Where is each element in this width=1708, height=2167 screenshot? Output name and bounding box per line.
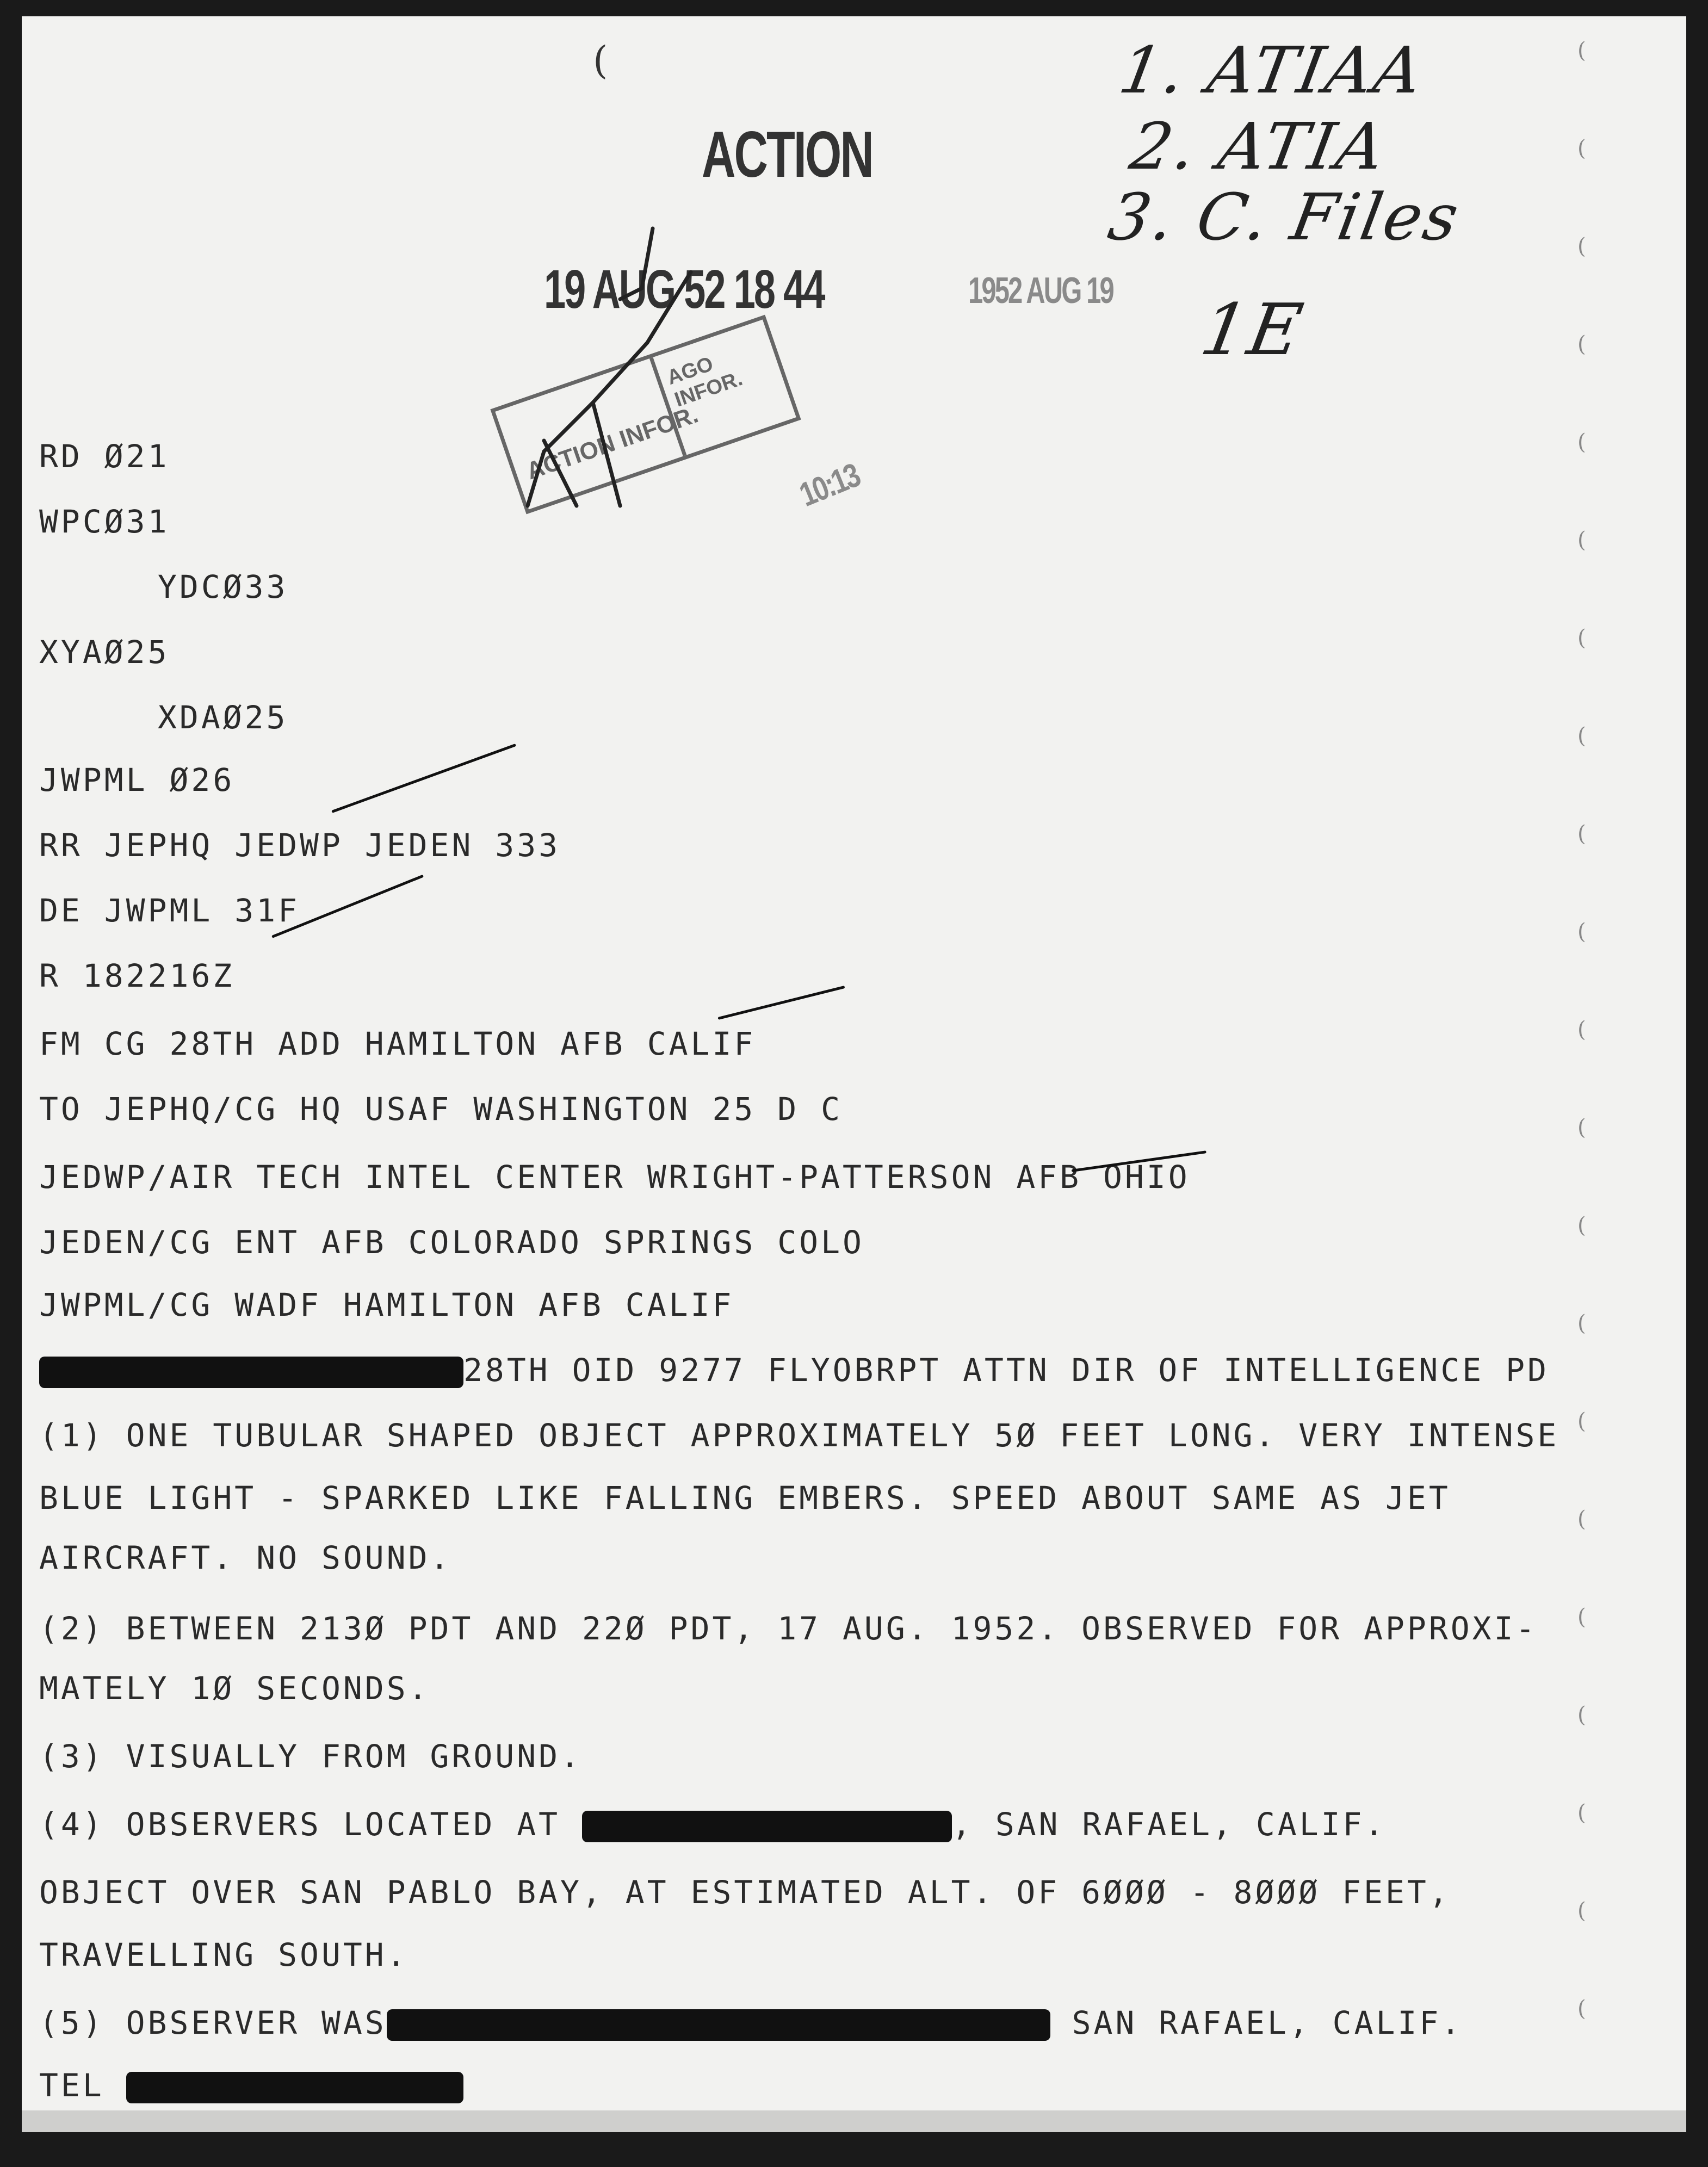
body-line: AIRCRAFT. NO SOUND. bbox=[39, 1539, 452, 1576]
action-stamp: ACTION bbox=[702, 118, 872, 191]
routing-line: YDCØ33 bbox=[158, 568, 288, 605]
punch-mark: ( bbox=[1577, 332, 1586, 357]
subject-text: 28TH OID 9277 FLYOBRPT ATTN DIR OF INTELLIGENCE PD bbox=[463, 1352, 1549, 1389]
pen-scribble bbox=[511, 223, 740, 528]
pen-stroke bbox=[717, 986, 845, 1020]
punch-mark: ( bbox=[1577, 723, 1586, 748]
punch-mark: ( bbox=[1577, 1115, 1586, 1140]
handwritten-note-3: 3. C. Files bbox=[1103, 179, 1466, 255]
punch-mark: ( bbox=[1577, 1996, 1586, 2021]
punch-mark: ( bbox=[1577, 1800, 1586, 1825]
observer-suffix: SAN RAFAEL, CALIF. bbox=[1072, 2004, 1463, 2041]
header-line: R 182216Z bbox=[39, 957, 235, 994]
header-line: JEDEN/CG ENT AFB COLORADO SPRINGS COLO bbox=[39, 1224, 864, 1261]
punch-mark: ( bbox=[1577, 821, 1586, 846]
punch-mark: ( bbox=[1577, 430, 1586, 455]
punch-mark: ( bbox=[1577, 1409, 1586, 1434]
punch-mark: ( bbox=[1577, 1311, 1586, 1336]
header-line: RR JEPHQ JEDWP JEDEN 333 bbox=[39, 827, 561, 864]
body-line: (2) BETWEEN 213Ø PDT AND 22Ø PDT, 17 AUG. 1952. OBSERVED FOR APPROXI- bbox=[39, 1610, 1538, 1647]
observers-suffix: , SAN RAFAEL, CALIF. bbox=[951, 1806, 1387, 1843]
observers-location-line bbox=[39, 1806, 1387, 1843]
body-line: TRAVELLING SOUTH. bbox=[39, 1936, 409, 1973]
date-received-stamp: 19 AUG 52 18 44 bbox=[544, 259, 824, 320]
faint-date-stamp: 1952 AUG 19 bbox=[968, 270, 1113, 311]
page-bottom-edge bbox=[22, 2110, 1686, 2132]
body-line: (1) ONE TUBULAR SHAPED OBJECT APPROXIMATELY 5Ø FEET LONG. VERY INTENSE bbox=[39, 1417, 1560, 1454]
punch-mark: ( bbox=[1577, 1213, 1586, 1238]
subject-line bbox=[39, 1354, 1549, 1388]
header-line: DE JWPML 31F bbox=[39, 892, 300, 929]
punch-mark: ( bbox=[1577, 528, 1586, 553]
body-line: BLUE LIGHT - SPARKED LIKE FALLING EMBERS. SPEED ABOUT SAME AS JET bbox=[39, 1479, 1451, 1516]
teletype-page bbox=[22, 16, 1686, 2132]
redaction-bar bbox=[39, 1357, 463, 1388]
punch-mark: ( bbox=[1577, 1702, 1586, 1728]
body-line: MATELY 1Ø SECONDS. bbox=[39, 1670, 430, 1707]
pen-stroke bbox=[331, 744, 516, 813]
punch-mark: ( bbox=[1577, 1017, 1586, 1042]
routing-line: WPCØ31 bbox=[39, 503, 170, 540]
routing-line: RD Ø21 bbox=[39, 438, 170, 475]
observer-prefix: (5) OBSERVER WAS bbox=[39, 2004, 387, 2041]
punch-mark: ( bbox=[1577, 136, 1586, 161]
redaction-bar bbox=[387, 2009, 1050, 2041]
handwritten-note-2: 2. ATIA bbox=[1124, 109, 1393, 184]
punch-mark: ( bbox=[1577, 1605, 1586, 1630]
time-stamp: 10:13 bbox=[794, 456, 865, 514]
redaction-bar bbox=[582, 1811, 952, 1842]
distribution-stamp-left: ACTION INFOR. bbox=[523, 401, 702, 485]
header-line: JWPML/CG WADF HAMILTON AFB CALIF bbox=[39, 1286, 734, 1323]
tel-prefix: TEL bbox=[39, 2067, 104, 2104]
observer-line bbox=[39, 2004, 1463, 2041]
punch-mark: ( bbox=[1577, 1898, 1586, 1923]
routing-line: XYAØ25 bbox=[39, 634, 170, 671]
header-line: TO JEPHQ/CG HQ USAF WASHINGTON 25 D C bbox=[39, 1091, 843, 1128]
punch-mark: ( bbox=[1577, 38, 1586, 63]
punch-mark: ( bbox=[1577, 626, 1586, 651]
punch-mark: ( bbox=[1577, 919, 1586, 944]
header-line: FM CG 28TH ADD HAMILTON AFB CALIF bbox=[39, 1025, 756, 1062]
redaction-bar bbox=[126, 2072, 463, 2103]
routing-line: JWPML Ø26 bbox=[39, 761, 235, 798]
handwritten-mark: 1E bbox=[1195, 288, 1311, 371]
tel-line bbox=[39, 2067, 463, 2104]
header-line: JEDWP/AIR TECH INTEL CENTER WRIGHT-PATTERSON AFB OHIO bbox=[39, 1159, 1190, 1196]
body-line: (3) VISUALLY FROM GROUND. bbox=[39, 1738, 582, 1775]
punch-mark: ( bbox=[593, 38, 608, 83]
punch-mark: ( bbox=[1577, 234, 1586, 259]
handwritten-note-1: 1. ATIAA bbox=[1113, 33, 1430, 108]
observers-prefix: (4) OBSERVERS LOCATED AT bbox=[39, 1806, 561, 1843]
punch-mark: ( bbox=[1577, 1507, 1586, 1532]
routing-line: XDAØ25 bbox=[158, 699, 288, 736]
distribution-stamp-right: AGO INFOR. bbox=[664, 352, 746, 412]
body-line: OBJECT OVER SAN PABLO BAY, AT ESTIMATED ALT. OF 6ØØØ - 8ØØØ FEET, bbox=[39, 1874, 1451, 1911]
